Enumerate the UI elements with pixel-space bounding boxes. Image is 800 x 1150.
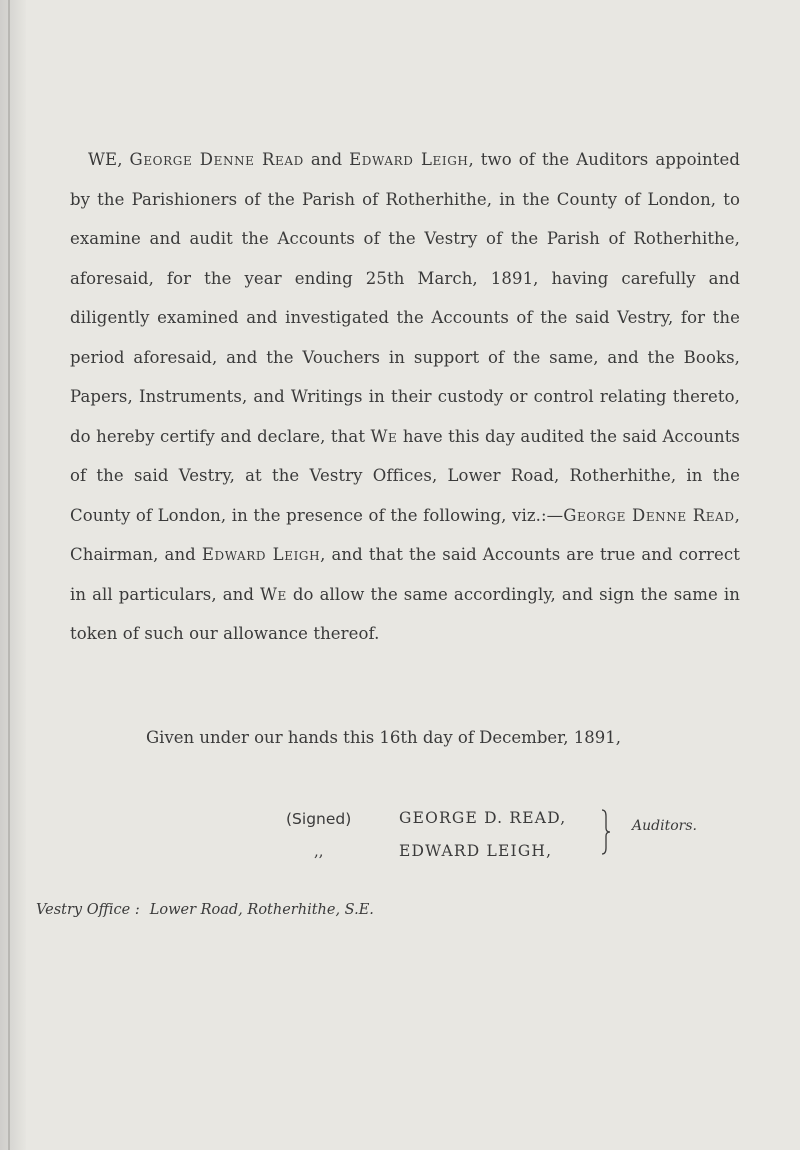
office-label: Vestry Office : [36,902,140,918]
given-under-hands-line: Given under our hands this 16th day of December, 1891, [146,728,621,747]
auditor-name-2: Edward Leigh [349,150,469,169]
certificate-text-1: , two of the Auditors appointed by the Parishioners of the Parish of Rotherhithe, in the County of London, to examine and audit the Accounts of the Vestry of the Parish of Rotherhithe, aforesaid, for the year ending 25th March, 1891, having carefully and diligently examined and investigated the Accounts of the said Vestry, for the period aforesaid, and the Vouchers in support of the same, and the Books, Papers, Instruments, and Writings in their custody or control relating thereto, do hereby certify and declare, that [70,150,740,446]
auditor-name-1: George Denne Read [129,150,304,169]
separator: , [117,150,130,169]
signature-name-1: GEORGE D. READ, [399,809,567,827]
member-name: Edward Leigh [201,545,321,564]
certificate-text-3: , Chairman, and [70,505,740,564]
certificate-body [70,140,740,654]
certificate-paragraph [70,140,740,654]
certificate-text-5: do allow the same accordingly, and sign the same in token of such our allowance thereof. [70,584,740,643]
certificate-text-4: , and that the said Accounts are true and correct in all particulars, and [70,545,740,604]
auditors-role-label: Auditors. [632,818,697,834]
office-address: Lower Road, Rotherhithe, S.E. [149,902,374,918]
signature-name-2: EDWARD LEIGH, [399,842,553,860]
opening-we: WE [88,150,118,169]
we-word: We [260,584,287,604]
we-word: We [370,426,398,446]
office-address-line [36,902,374,918]
signed-label: (Signed) [286,810,352,828]
ditto-mark: ,, [314,842,324,860]
certificate-text-2: have this day audited the said Accounts of the said Vestry, at the Vestry Offices, Lower Road, Rotherhithe, in the County of London, in the presence of the following, viz.:— [70,426,740,525]
chairman-name: George Denne Read [563,505,735,525]
right-brace-icon [600,808,612,856]
separator: and [303,150,350,169]
binding-edge [0,0,26,1150]
